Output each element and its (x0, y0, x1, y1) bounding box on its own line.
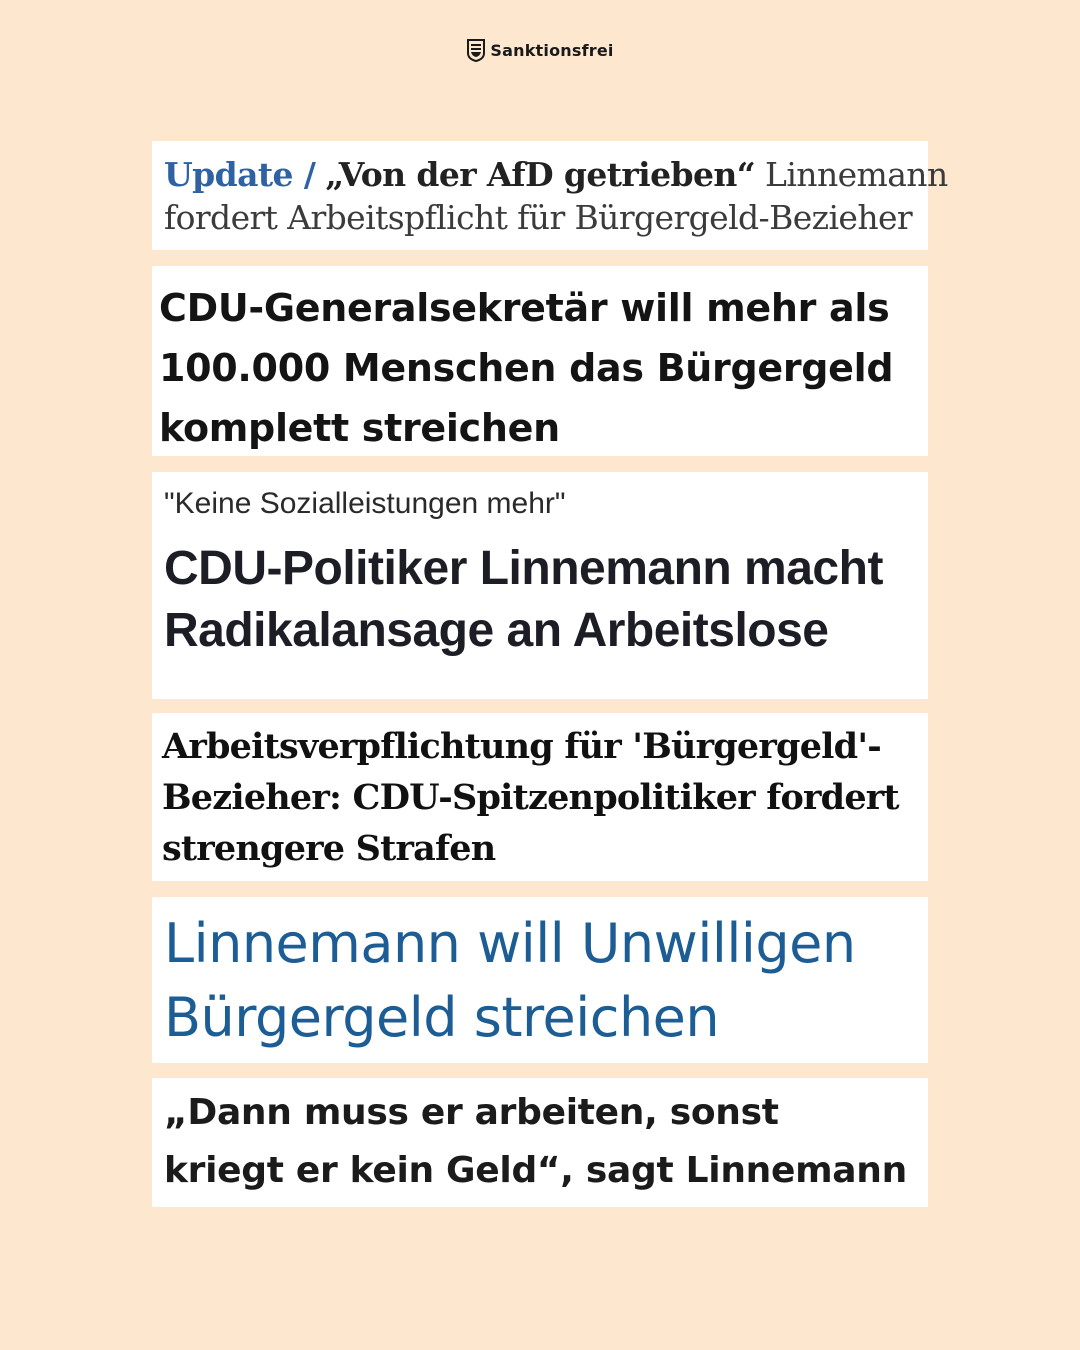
headline-3-line-2: Radikalansage an Arbeitslose (164, 604, 829, 657)
headline-4-line-3: strengere Strafen (162, 828, 496, 869)
headline-4-line-2: Bezieher: CDU-Spitzenpolitiker fordert (162, 777, 899, 818)
headline-1-line-1-rest: Linnemann (765, 155, 948, 194)
brand-header (0, 38, 1080, 62)
headline-5-line-1: Linnemann will Unwilligen (164, 912, 856, 975)
headline-card-2 (152, 266, 928, 456)
headline-card-1 (152, 141, 948, 250)
headline-card-5 (152, 897, 928, 1063)
headline-1-line-2: fordert Arbeitspflicht für Bürgergeld-Bezieher (164, 198, 913, 237)
headline-6-line-2: kriegt er kein Geld“, sagt Linnemann (164, 1150, 907, 1191)
headline-1-quote: „Von der AfD getrieben“ (325, 155, 756, 194)
headline-1-kicker: Update / (164, 155, 316, 194)
headline-1-line-1 (164, 153, 948, 196)
headline-2-line-3: komplett streichen (159, 406, 560, 450)
headline-2-line-1: CDU-Generalsekretär will mehr als (159, 286, 890, 330)
headline-3-line-1: CDU-Politiker Linnemann macht (164, 542, 883, 595)
headline-card-4 (152, 713, 928, 881)
headline-4-line-1: Arbeitsverpflichtung für 'Bürgergeld'- (162, 726, 881, 767)
headline-card-6 (152, 1078, 928, 1207)
headline-5-line-2: Bürgergeld streichen (164, 986, 720, 1049)
headline-2-line-2: 100.000 Menschen das Bürgergeld (159, 346, 894, 390)
brand-name: Sanktionsfrei (490, 40, 614, 60)
headline-6-line-1: „Dann muss er arbeiten, sonst (164, 1092, 779, 1133)
headline-3-dachzeile: "Keine Sozialleistungen mehr" (164, 487, 566, 520)
headline-card-3 (152, 472, 928, 699)
headline-3-title (164, 538, 918, 662)
shield-logo-icon (466, 38, 486, 62)
